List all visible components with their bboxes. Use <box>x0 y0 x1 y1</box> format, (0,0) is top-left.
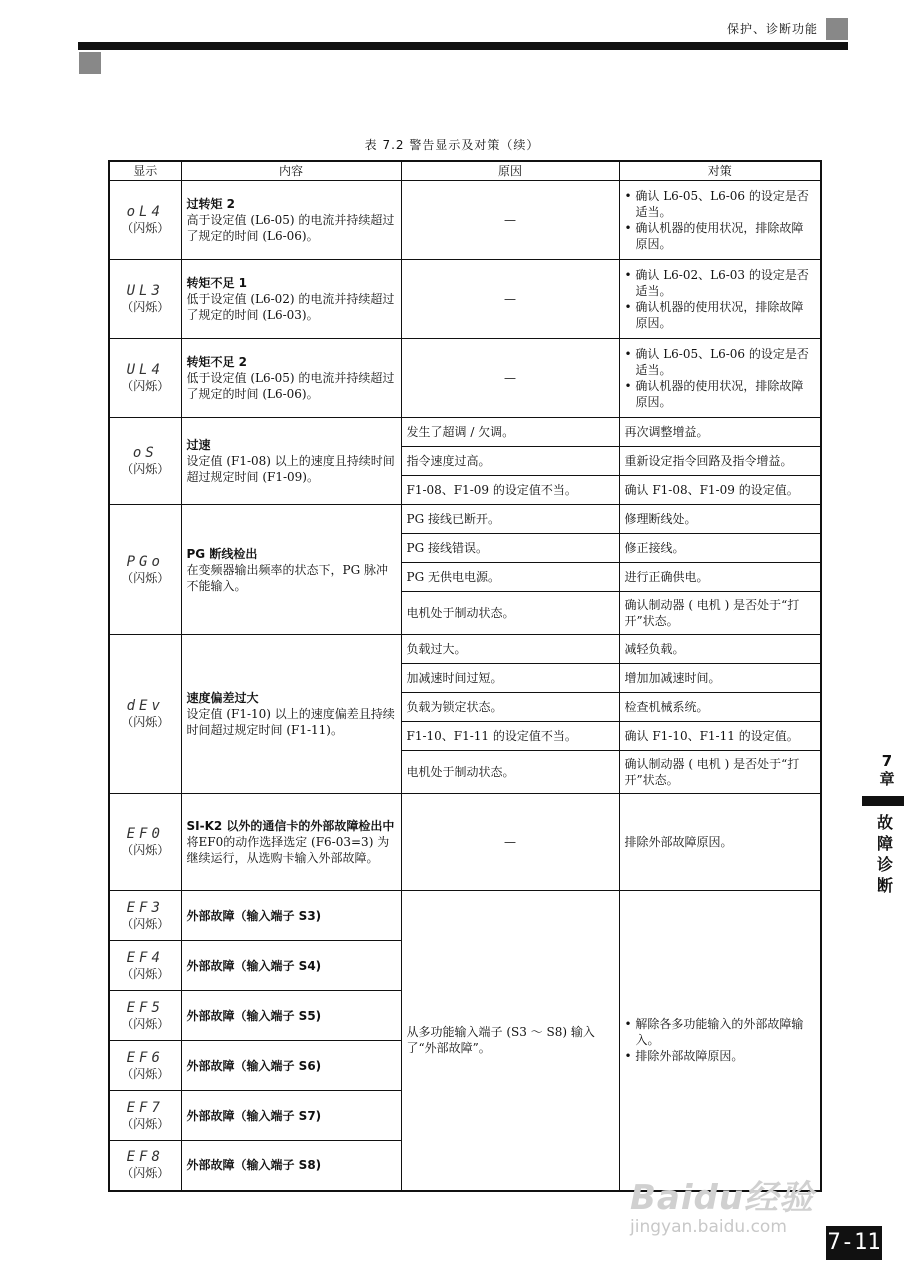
alarm-title: 外部故障（输入端子 S6) <box>186 1058 322 1073</box>
cause-cell: 负载过大。 <box>401 635 619 664</box>
blink-label: （闪烁） <box>121 1116 170 1131</box>
table-header-row <box>109 161 821 181</box>
cause-cell: PG 接线已断开。 <box>401 505 619 534</box>
alarm-code: UL3 <box>126 283 164 299</box>
alarm-description: 低于设定值 (L6-02) 的电流并持续超过了规定的时间 (L6-03)。 <box>186 292 395 322</box>
measure-cell: 确认制动器 ( 电机 ) 是否处于“打开”状态。 <box>619 751 821 794</box>
display-cell <box>109 1091 181 1141</box>
table-row <box>109 260 821 339</box>
alarm-title: 外部故障（输入端子 S8) <box>186 1158 322 1173</box>
alarm-title: 转矩不足 2 <box>186 355 248 369</box>
blink-label: （闪烁） <box>121 966 170 981</box>
display-cell <box>109 260 181 339</box>
cause-cell: F1-10、F1-11 的设定值不当。 <box>401 722 619 751</box>
chapter-unit: 章 <box>879 770 895 788</box>
content-cell <box>181 1091 401 1141</box>
content-cell <box>181 1041 401 1091</box>
measure-bullet: • 确认 L6-02、L6-03 的设定是否适当。 <box>624 268 809 298</box>
content-cell <box>181 339 401 418</box>
content-cell <box>181 991 401 1041</box>
column-header-display: 显示 <box>109 161 181 181</box>
alarm-code: EF6 <box>126 1049 164 1066</box>
content-cell <box>181 794 401 891</box>
display-cell <box>109 418 181 505</box>
content-cell <box>181 941 401 991</box>
cause-cell: 发生了超调 / 欠调。 <box>401 418 619 447</box>
measure-cell: 减轻负载。 <box>619 635 821 664</box>
blink-label: （闪烁） <box>121 916 170 931</box>
alarm-title: 速度偏差过大 <box>186 691 259 705</box>
measure-cell: 检查机械系统。 <box>619 693 821 722</box>
alarm-code: EF4 <box>126 949 164 966</box>
chapter-title: 故障诊断 <box>876 813 893 895</box>
alarm-description: 在变频器输出频率的状态下，PG 脉冲不能输入。 <box>186 562 388 593</box>
measure-cell: 确认 F1-08、F1-09 的设定值。 <box>619 476 821 505</box>
content-cell <box>181 891 401 941</box>
display-cell <box>109 1041 181 1091</box>
display-cell <box>109 339 181 418</box>
measure-cell: 修理断线处。 <box>619 505 821 534</box>
alarm-code: EF0 <box>126 826 164 842</box>
table-row <box>109 505 821 534</box>
cause-cell: 指令速度过高。 <box>401 447 619 476</box>
table-row <box>109 181 821 260</box>
blink-label: （闪烁） <box>121 462 170 476</box>
measure-cell <box>619 181 821 260</box>
measure-bullet: • 确认机器的使用状况，排除故障原因。 <box>624 300 804 330</box>
cause-cell: PG 无供电电源。 <box>401 563 619 592</box>
chapter-tab-bar <box>862 796 904 806</box>
alarm-code: EF7 <box>126 1099 164 1116</box>
alarm-title: 转矩不足 1 <box>186 276 248 290</box>
measure-cell: 确认 F1-10、F1-11 的设定值。 <box>619 722 821 751</box>
measure-bullet: • 解除各多功能输入的外部故障输入。 <box>624 1017 804 1048</box>
alarm-code: oS <box>132 445 158 461</box>
header-title: 保护、诊断功能 <box>726 22 818 36</box>
alarm-title: 外部故障（输入端子 S5) <box>186 1008 322 1023</box>
blink-label: （闪烁） <box>121 379 170 393</box>
display-cell <box>109 505 181 635</box>
page-number: 7-11 <box>826 1226 882 1260</box>
blink-label: （闪烁） <box>121 715 170 729</box>
content-cell <box>181 635 401 794</box>
alarm-description: 将EF0的动作选择选定 (F6-03=3) 为继续运行，从选购卡输入外部故障。 <box>186 835 390 865</box>
content-cell <box>181 1141 401 1191</box>
blink-label: （闪烁） <box>121 1066 170 1081</box>
alarm-code: dEv <box>126 698 164 714</box>
corner-marker <box>79 52 101 74</box>
alarm-code: oL4 <box>126 204 164 220</box>
alarm-title: 过速 <box>186 438 211 452</box>
measure-cell: 排除外部故障原因。 <box>619 794 821 891</box>
measure-cell <box>619 260 821 339</box>
alarm-table <box>108 160 822 1192</box>
cause-cell: 从多功能输入端子 (S3 ～ S8) 输入了“外部故障”。 <box>401 891 619 1191</box>
blink-label: （闪烁） <box>121 1016 170 1031</box>
content-cell <box>181 418 401 505</box>
cause-cell: PG 接线错误。 <box>401 534 619 563</box>
table-row <box>109 635 821 664</box>
column-header-cause: 原因 <box>401 161 619 181</box>
content-cell <box>181 260 401 339</box>
alarm-description: 设定值 (F1-08) 以上的速度且持续时间超过规定时间 (F1-09)。 <box>186 454 395 484</box>
display-cell <box>109 1141 181 1191</box>
alarm-title: 外部故障（输入端子 S3) <box>186 908 322 923</box>
display-cell <box>109 991 181 1041</box>
alarm-title: 过转矩 2 <box>186 197 236 211</box>
table-row <box>109 339 821 418</box>
display-cell <box>109 181 181 260</box>
alarm-title: 外部故障（输入端子 S4) <box>186 958 322 973</box>
cause-cell: — <box>401 339 619 418</box>
content-cell <box>181 181 401 260</box>
cause-cell: — <box>401 181 619 260</box>
measure-cell: 修正接线。 <box>619 534 821 563</box>
cause-cell: — <box>401 260 619 339</box>
table-row <box>109 418 821 447</box>
alarm-code: UL4 <box>126 362 164 378</box>
cause-cell: 电机处于制动状态。 <box>401 751 619 794</box>
table-caption: 表 7.2 警告显示及对策（续） <box>364 138 540 152</box>
measure-cell: 重新设定指令回路及指令增益。 <box>619 447 821 476</box>
measure-cell <box>619 339 821 418</box>
column-header-measure: 对策 <box>619 161 821 181</box>
measure-cell <box>619 891 821 1191</box>
cause-cell: 电机处于制动状态。 <box>401 592 619 635</box>
display-cell <box>109 941 181 991</box>
measure-bullet: • 确认机器的使用状况，排除故障原因。 <box>624 379 804 409</box>
measure-bullet: • 排除外部故障原因。 <box>624 1049 744 1064</box>
header-marker <box>826 18 848 40</box>
header-rule <box>78 42 848 50</box>
content-cell <box>181 505 401 635</box>
blink-label: （闪烁） <box>121 1166 170 1181</box>
alarm-description: 高于设定值 (L6-05) 的电流并持续超过了规定的时间 (L6-06)。 <box>186 213 395 243</box>
alarm-title: PG 断线检出 <box>186 546 258 561</box>
chapter-number: 7 <box>881 752 893 770</box>
alarm-code: PGo <box>126 553 164 570</box>
blink-label: （闪烁） <box>121 843 170 857</box>
column-header-content: 内容 <box>181 161 401 181</box>
blink-label: （闪烁） <box>121 300 170 314</box>
measure-cell: 增加加减速时间。 <box>619 664 821 693</box>
measure-cell: 确认制动器 ( 电机 ) 是否处于“打开”状态。 <box>619 592 821 635</box>
alarm-description: 设定值 (F1-10) 以上的速度偏差且持续时间超过规定时间 (F1-11)。 <box>186 707 395 737</box>
alarm-code: EF5 <box>126 999 164 1016</box>
watermark-logo: Baidu经验 <box>630 1178 815 1218</box>
display-cell <box>109 891 181 941</box>
cause-cell: F1-08、F1-09 的设定值不当。 <box>401 476 619 505</box>
display-cell <box>109 794 181 891</box>
chapter-tab <box>878 752 896 788</box>
alarm-code: EF8 <box>126 1149 164 1166</box>
cause-cell: 负载为锁定状态。 <box>401 693 619 722</box>
blink-label: （闪烁） <box>121 570 170 585</box>
watermark-url: jingyan.baidu.com <box>630 1217 787 1237</box>
alarm-title: 外部故障（输入端子 S7) <box>186 1108 322 1123</box>
table-row <box>109 794 821 891</box>
cause-cell: — <box>401 794 619 891</box>
measure-bullet: • 确认 L6-05、L6-06 的设定是否适当。 <box>624 189 809 219</box>
measure-bullet: • 确认 L6-05、L6-06 的设定是否适当。 <box>624 347 809 377</box>
alarm-code: EF3 <box>126 899 164 916</box>
measure-bullet: • 确认机器的使用状况，排除故障原因。 <box>624 221 804 251</box>
measure-cell: 进行正确供电。 <box>619 563 821 592</box>
blink-label: （闪烁） <box>121 221 170 235</box>
display-cell <box>109 635 181 794</box>
cause-cell: 加减速时间过短。 <box>401 664 619 693</box>
alarm-title: SI-K2 以外的通信卡的外部故障检出中 <box>186 819 395 833</box>
table-row <box>109 891 821 941</box>
measure-cell: 再次调整增益。 <box>619 418 821 447</box>
alarm-description: 低于设定值 (L6-05) 的电流并持续超过了规定的时间 (L6-06)。 <box>186 371 395 401</box>
